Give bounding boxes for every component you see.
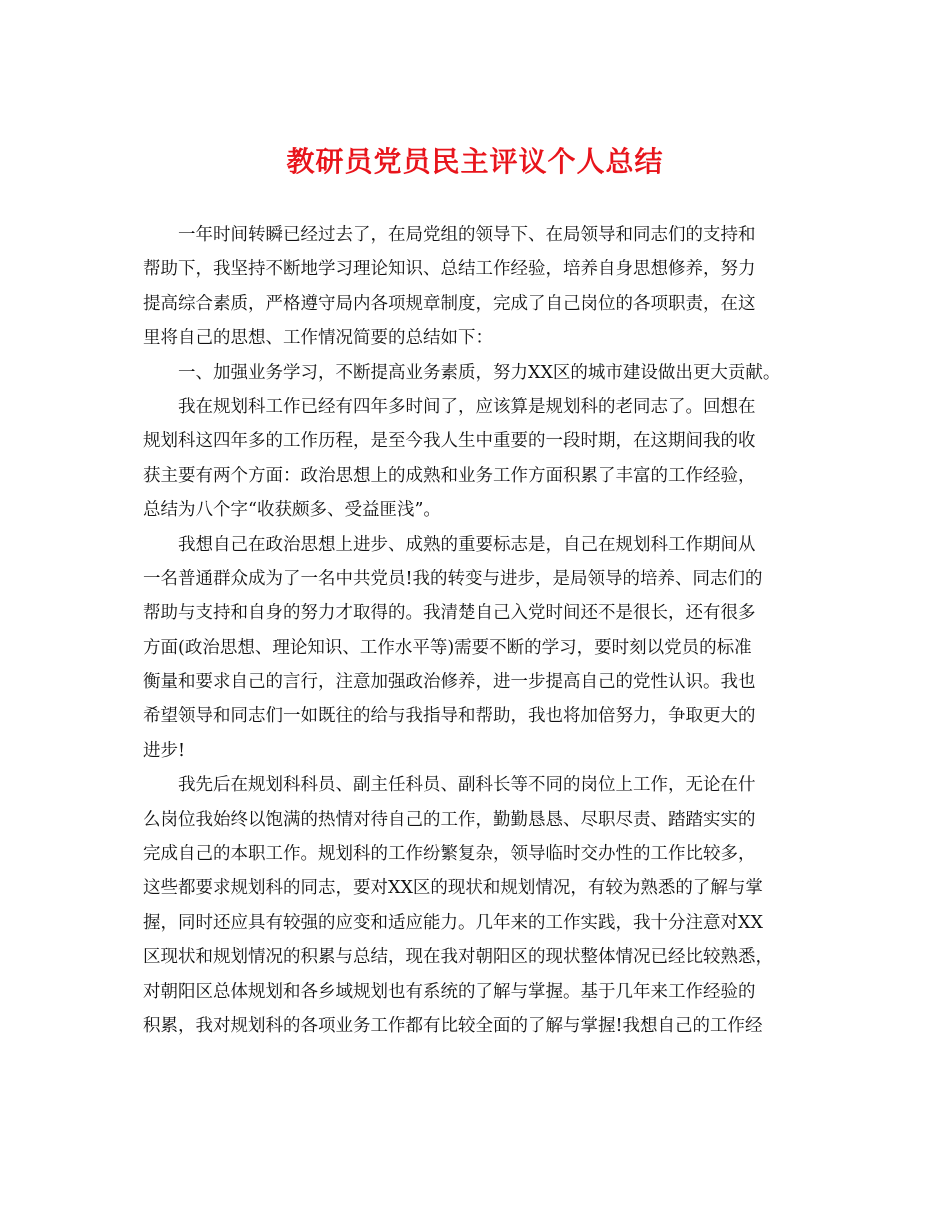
text-line: 么岗位我始终以饱满的热情对待自己的工作，勤勤恳恳、尽职尽责、踏踏实实的	[143, 809, 756, 830]
text-line: 完成自己的本职工作。规划科的工作纷繁复杂，领导临时交办性的工作比较多，	[143, 844, 756, 865]
text-line: 提高综合素质，严格遵守局内各项规章制度，完成了自己岗位的各项职责，在这	[143, 293, 756, 314]
text-line: 一年时间转瞬已经过去了，在局党组的领导下、在局领导和同志们的支持和	[178, 225, 756, 245]
text-line: 区现状和规划情况的积累与总结，现在我对朝阳区的现状整体情况已经比较熟悉，	[143, 947, 773, 968]
text-line: 规划科这四年多的工作历程，是至今我人生中重要的一段时期，在这期间我的收	[143, 431, 756, 452]
text-line: 里将自己的思想、工作情况简要的总结如下：	[143, 328, 493, 349]
text-line: 帮助下，我坚持不断地学习理论知识、总结工作经验，培养自身思想修养，努力	[143, 259, 756, 280]
text-line: 握，同时还应具有较强的应变和适应能力。几年来的工作实践，我十分注意对XX	[143, 912, 763, 933]
document-body	[143, 218, 813, 1043]
document-title: 教研员党员民主评议个人总结	[286, 145, 664, 178]
text-line: 帮助与支持和自身的努力才取得的。我清楚自己入党时间还不是很长，还有很多	[143, 603, 756, 624]
text-line: 一、加强业务学习，不断提高业务素质，努力XX区的城市建设做出更大贡献。	[178, 362, 781, 383]
text-line: 总结为八个字“收获颇多、受益匪浅”。	[143, 500, 441, 521]
text-line: 方面(政治思想、理论知识、工作水平等)需要不断的学习，要时刻以党员的标准	[143, 637, 752, 658]
text-line: 希望领导和同志们一如既往的给与我指导和帮助，我也将加倍努力，争取更大的	[143, 706, 756, 727]
text-line: 我在规划科工作已经有四年多时间了，应该算是规划科的老同志了。回想在	[178, 396, 756, 417]
text-line: 积累，我对规划科的各项业务工作都有比较全面的了解与掌握!我想自己的工作经	[143, 1015, 763, 1036]
text-line: 一名普通群众成为了一名中共党员!我的转变与进步，是局领导的培养、同志们的	[143, 568, 763, 589]
text-line: 这些都要求规划科的同志，要对XX区的现状和规划情况，有较为熟悉的了解与掌	[143, 878, 763, 899]
text-line: 进步!	[143, 740, 186, 761]
text-line: 我想自己在政治思想上进步、成熟的重要标志是，自己在规划科工作期间从	[178, 534, 756, 555]
text-line: 我先后在规划科科员、副主任科员、副科长等不同的岗位上工作，无论在什	[178, 775, 756, 796]
text-line: 对朝阳区总体规划和各乡域规划也有系统的了解与掌握。基于几年来工作经验的	[143, 981, 756, 1002]
text-line: 获主要有两个方面：政治思想上的成熟和业务工作方面积累了丰富的工作经验，	[143, 465, 756, 486]
text-line: 衡量和要求自己的言行，注意加强政治修养，进一步提高自己的党性认识。我也	[143, 672, 756, 693]
